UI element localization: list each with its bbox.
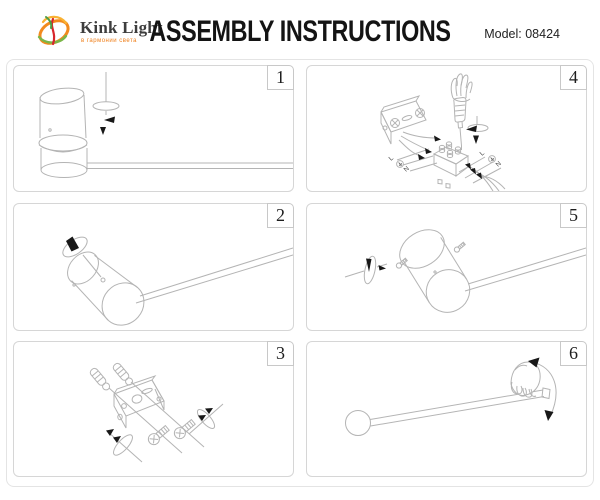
wall-anchor-icon: [112, 362, 135, 387]
kink-light-logo-icon: [33, 11, 75, 51]
step-number-badge: 1: [267, 65, 294, 90]
step-panel-2: [13, 203, 294, 331]
screw-icon: [66, 237, 79, 252]
step-number-badge: 6: [560, 341, 587, 366]
screwdriver-icon: [451, 74, 472, 150]
wire-label-line-right: L: [478, 149, 487, 158]
screw-icon: [146, 424, 171, 447]
step-number-badge: 3: [267, 341, 294, 366]
screw-icon: [395, 257, 408, 269]
wall-anchor-icon: [89, 367, 112, 392]
step-number-badge: 2: [267, 203, 294, 228]
step-panel-6: [306, 341, 587, 477]
brand-logo: [33, 11, 163, 51]
model-number: Model: 08424: [484, 27, 560, 41]
illustration-step-5-body-screws: [307, 204, 586, 330]
brand-name: Kink Light: [80, 18, 163, 37]
page-title: ASSEMBLY INSTRUCTIONS: [149, 15, 451, 48]
screw-icon: [453, 241, 466, 253]
step-panel-4: [306, 65, 587, 192]
step-number-badge: 5: [560, 203, 587, 228]
step-panel-3: [13, 341, 294, 477]
step-panel-5: [306, 203, 587, 331]
rotate-direction-icon: [93, 72, 119, 135]
brand-tagline: в гармонии света: [81, 38, 138, 44]
terminal-block: [434, 142, 468, 188]
wire-label-neutral-left: N: [402, 165, 411, 174]
illustration-step-1-canopy-rotate: [14, 66, 293, 191]
wire-label-neutral-right: N: [494, 160, 503, 169]
mounting-bracket: [114, 376, 164, 428]
illustration-step-2-set-screw: [14, 204, 293, 330]
step-number-badge: 4: [560, 65, 587, 90]
sheet-header: [0, 0, 600, 58]
hand-icon: [511, 362, 540, 397]
illustration-step-6-rotate-arm: [307, 342, 586, 476]
wire-label-line-left: L: [387, 154, 396, 163]
step-panel-1: [13, 65, 294, 192]
illustration-step-3-bracket-mounting: [14, 342, 293, 476]
illustration-step-4-wiring: [307, 66, 586, 191]
